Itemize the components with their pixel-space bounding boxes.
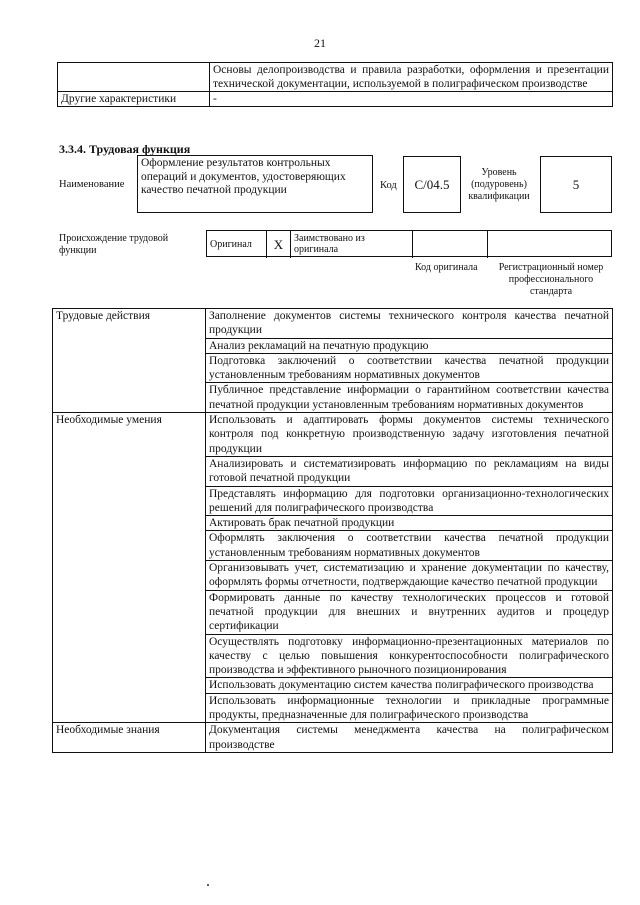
reg-number-cell (488, 231, 611, 258)
group-item-text: Представлять информацию для подготовки организационно-технологических решений для полиграфического производства (209, 487, 609, 514)
table-row (58, 63, 613, 92)
group-label: Необходимые знания (53, 723, 206, 753)
group-item-text: Осуществлять подготовку информационно-презентационных материалов по качеству с целью повышения конкурентоспособности полиграфического производства и эффективного рыночного позиционирования (209, 635, 609, 677)
origin-row (206, 230, 612, 257)
table-row (53, 634, 613, 678)
group-item-text: Использовать информационные технологии и прикладные программные продукты, предназначенные для полиграфического производства (209, 694, 609, 722)
table-row (53, 693, 613, 723)
original-label: Оригинал (210, 239, 252, 250)
group-item-text: Использовать документацию систем качества полиграфического производства (209, 679, 594, 692)
group-item (206, 723, 613, 753)
table-row (53, 413, 613, 457)
group-label-continuation (53, 634, 206, 678)
top-characteristics-table (57, 62, 613, 107)
group-label-continuation (53, 561, 206, 591)
group-item-text: Заполнение документов системы технического контроля качества печатной продукции (209, 310, 609, 337)
original-mark: X (273, 237, 284, 252)
group-label-continuation (53, 516, 206, 531)
table-row (53, 353, 613, 383)
table-row (53, 516, 613, 531)
group-item (206, 531, 613, 561)
group-label-continuation (53, 383, 206, 413)
scan-dot (207, 884, 209, 886)
group-item (206, 338, 613, 353)
code-original-caption: Код оригинала (415, 262, 478, 273)
origin-label: Происхождение трудовой функции (59, 233, 169, 256)
name-label: Наименование (59, 179, 125, 190)
table-row (53, 456, 613, 486)
group-item (206, 516, 613, 531)
table-cell: - (210, 92, 613, 107)
group-label-continuation (53, 486, 206, 516)
group-item (206, 590, 613, 634)
group-item (206, 693, 613, 723)
original-mark-cell (267, 231, 291, 258)
group-label-continuation (53, 531, 206, 561)
group-item (206, 413, 613, 457)
group-item-text: Актировать брак печатной продукции (209, 517, 395, 530)
function-name-box (137, 155, 373, 213)
group-label-continuation (53, 338, 206, 353)
group-item-text: Анализ рекламаций на печатную продукцию (209, 339, 429, 352)
code-original-cell (413, 231, 488, 258)
level-box (540, 156, 612, 213)
group-item-text: Использовать и адаптировать формы документов системы технического контроля под конкретную производственную задачу изготовления печатной продукции (209, 414, 609, 455)
group-item-text: Оформлять заключения о соответствии качества печатной продукции установленным требованиям нормативных документов (209, 532, 609, 559)
group-item (206, 486, 613, 516)
section-heading: 3.3.4. Трудовая функция (59, 142, 191, 156)
table-row (53, 561, 613, 591)
reg-number-caption: Регистрационный номер профессионального стандарта (498, 262, 604, 297)
level-value: 5 (572, 176, 580, 192)
table-row (53, 723, 613, 753)
table-row (53, 486, 613, 516)
group-item-text: Анализировать и систематизировать информацию по рекламациям на виды готовой печатной продукции (209, 457, 609, 485)
table-row (58, 92, 613, 107)
page-number: 21 (314, 36, 326, 50)
table-row (53, 678, 613, 693)
group-label-continuation (53, 590, 206, 634)
row-label: Другие характеристики (58, 92, 210, 107)
group-item (206, 309, 613, 339)
table-cell: Основы делопроизводства и правила разработки, оформления и презентации технической документации, используемой в полиграфическом производстве (210, 63, 613, 92)
group-item (206, 456, 613, 486)
group-label-continuation (53, 693, 206, 723)
table-row (53, 383, 613, 413)
group-item (206, 383, 613, 413)
code-value: C/04.5 (414, 176, 450, 192)
group-label: Трудовые действия (53, 309, 206, 339)
group-item (206, 634, 613, 678)
group-item-text: Подготовка заключений о соответствии качества печатной продукции установленным требованиям нормативных документов (209, 354, 609, 382)
table-row (53, 338, 613, 353)
table-row (53, 309, 613, 339)
borrowed-label-cell (291, 231, 413, 258)
function-name-value: Оформление результатов контрольных операций и документов, удостоверяющих качество печатной продукции (141, 157, 346, 196)
level-label: Уровень (подуровень) квалификации (468, 167, 530, 202)
group-item-text: Публичное представление информации о гарантийном соответствии качества печатной продукции установленным требованиям нормативных документов (209, 384, 609, 411)
group-label: Необходимые умения (53, 413, 206, 457)
group-label-continuation (53, 456, 206, 486)
group-item (206, 353, 613, 383)
group-item (206, 678, 613, 693)
labor-function-table (52, 308, 613, 753)
table-cell-empty (58, 63, 210, 92)
code-label: Код (380, 180, 397, 191)
borrowed-label: Заимствовано из оригинала (294, 233, 365, 255)
group-item-text: Документация системы менеджмента качества на полиграфическом производстве (209, 724, 609, 751)
group-item-text: Организовывать учет, систематизацию и хранение документации по качеству, оформлять формы отчетности, подтверждающие качество печатной продукции (209, 562, 609, 589)
group-label-continuation (53, 678, 206, 693)
table-row (53, 590, 613, 634)
group-item (206, 561, 613, 591)
group-label-continuation (53, 353, 206, 383)
table-row (53, 531, 613, 561)
original-label-cell (207, 231, 267, 258)
group-item-text: Формировать данные по качеству технологических процессов и готовой печатной продукции для внешних и внутренних аудитов и процедур сертификации (209, 591, 609, 633)
code-box (403, 156, 461, 213)
